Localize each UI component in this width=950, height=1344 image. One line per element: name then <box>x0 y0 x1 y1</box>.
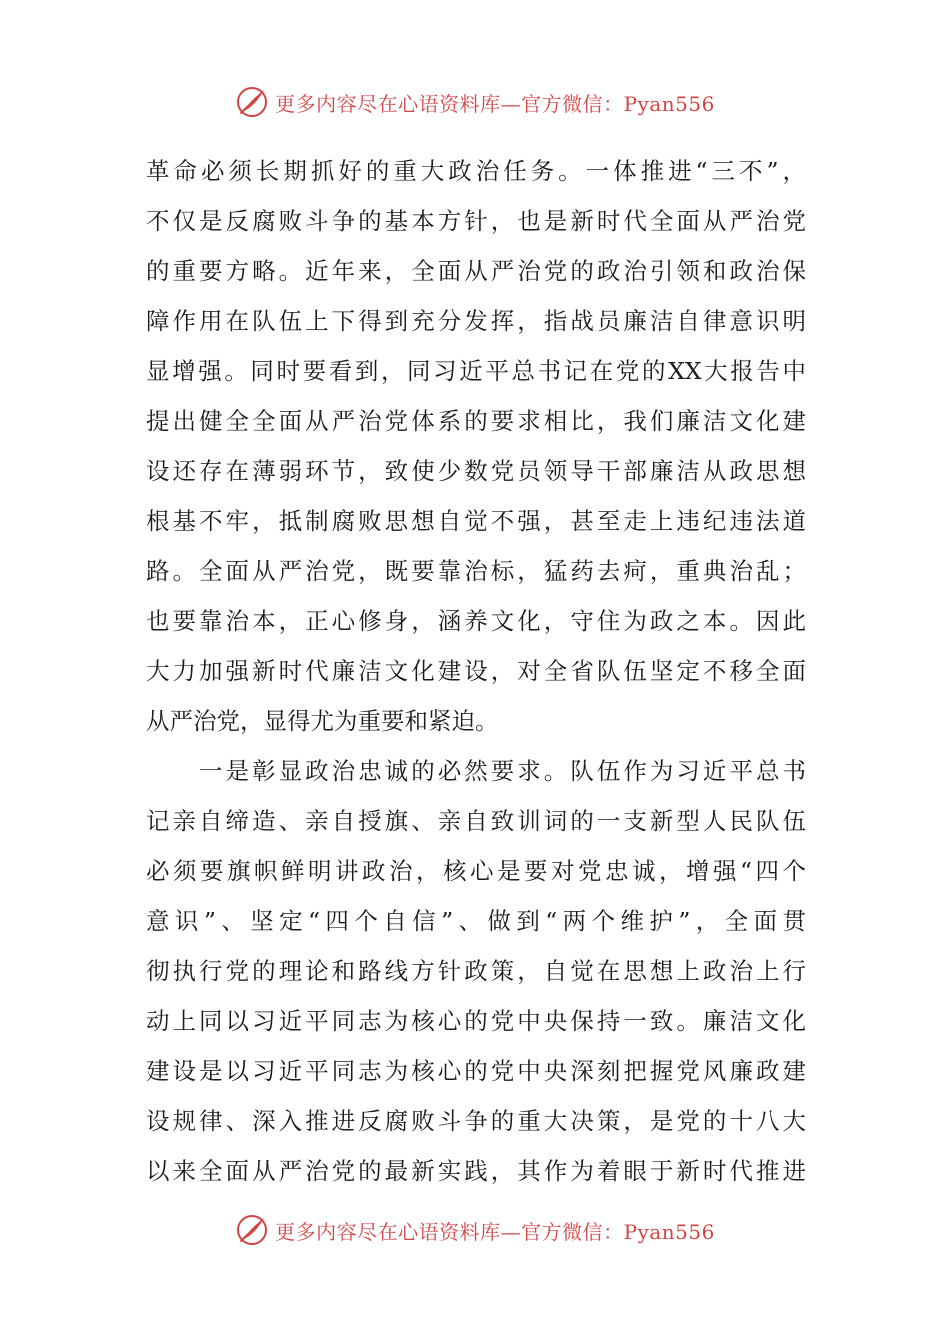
footer-watermark <box>0 1210 950 1250</box>
body-text-line: 革命必须长期抓好的重大政治任务。一体推进“三不”， <box>146 157 806 185</box>
body-text-line: 路。全面从严治党，既要靠治标，猛药去疴，重典治乱； <box>146 557 806 585</box>
body-text-line: 从严治党，显得尤为重要和紧迫。 <box>146 707 499 735</box>
body-text-line: 不仅是反腐败斗争的基本方针，也是新时代全面从严治党 <box>146 207 806 235</box>
header-watermark <box>0 82 950 122</box>
body-text-line: 记亲自缔造、亲自授旗、亲自致训词的一支新型人民队伍 <box>146 807 806 835</box>
body-text-line: 提出健全全面从严治党体系的要求相比，我们廉洁文化建 <box>146 407 806 435</box>
header-watermark-text: 更多内容尽在心语资料库—官方微信：Pyan556 <box>275 91 715 116</box>
body-text-line: 设规律、深入推进反腐败斗争的重大决策，是党的十八大 <box>146 1107 806 1135</box>
body-text-line: 也要靠治本，正心修身，涵养文化，守住为政之本。因此 <box>146 607 806 635</box>
body-text-line: 建设是以习近平同志为核心的党中央深刻把握党风廉政建 <box>146 1057 806 1085</box>
document-body <box>146 146 806 1196</box>
body-text-line: 显增强。同时要看到，同习近平总书记在党的XX大报告中 <box>146 357 806 385</box>
body-text-line: 障作用在队伍上下得到充分发挥，指战员廉洁自律意识明 <box>146 307 806 335</box>
quill-logo-icon <box>235 1213 269 1247</box>
body-text-line: 意识”、坚定“四个自信”、做到“两个维护”，全面贯 <box>146 907 806 935</box>
body-text-line: 必须要旗帜鲜明讲政治，核心是要对党忠诚，增强“四个 <box>146 857 806 885</box>
body-text-line: 以来全面从严治党的最新实践，其作为着眼于新时代推进 <box>146 1157 806 1185</box>
body-text-line: 设还存在薄弱环节，致使少数党员领导干部廉洁从政思想 <box>146 457 806 485</box>
footer-watermark-text: 更多内容尽在心语资料库—官方微信：Pyan556 <box>275 1219 715 1244</box>
quill-logo-icon <box>235 85 269 119</box>
body-text-line: 动上同以习近平同志为核心的党中央保持一致。廉洁文化 <box>146 1007 806 1035</box>
body-text-line: 大力加强新时代廉洁文化建设，对全省队伍坚定不移全面 <box>146 657 806 685</box>
body-text-line: 一是彰显政治忠诚的必然要求。队伍作为习近平总书 <box>146 757 806 785</box>
body-text-line: 根基不牢，抵制腐败思想自觉不强，甚至走上违纪违法道 <box>146 507 806 535</box>
body-text-line: 的重要方略。近年来，全面从严治党的政治引领和政治保 <box>146 257 806 285</box>
body-text-line: 彻执行党的理论和路线方针政策，自觉在思想上政治上行 <box>146 957 806 985</box>
